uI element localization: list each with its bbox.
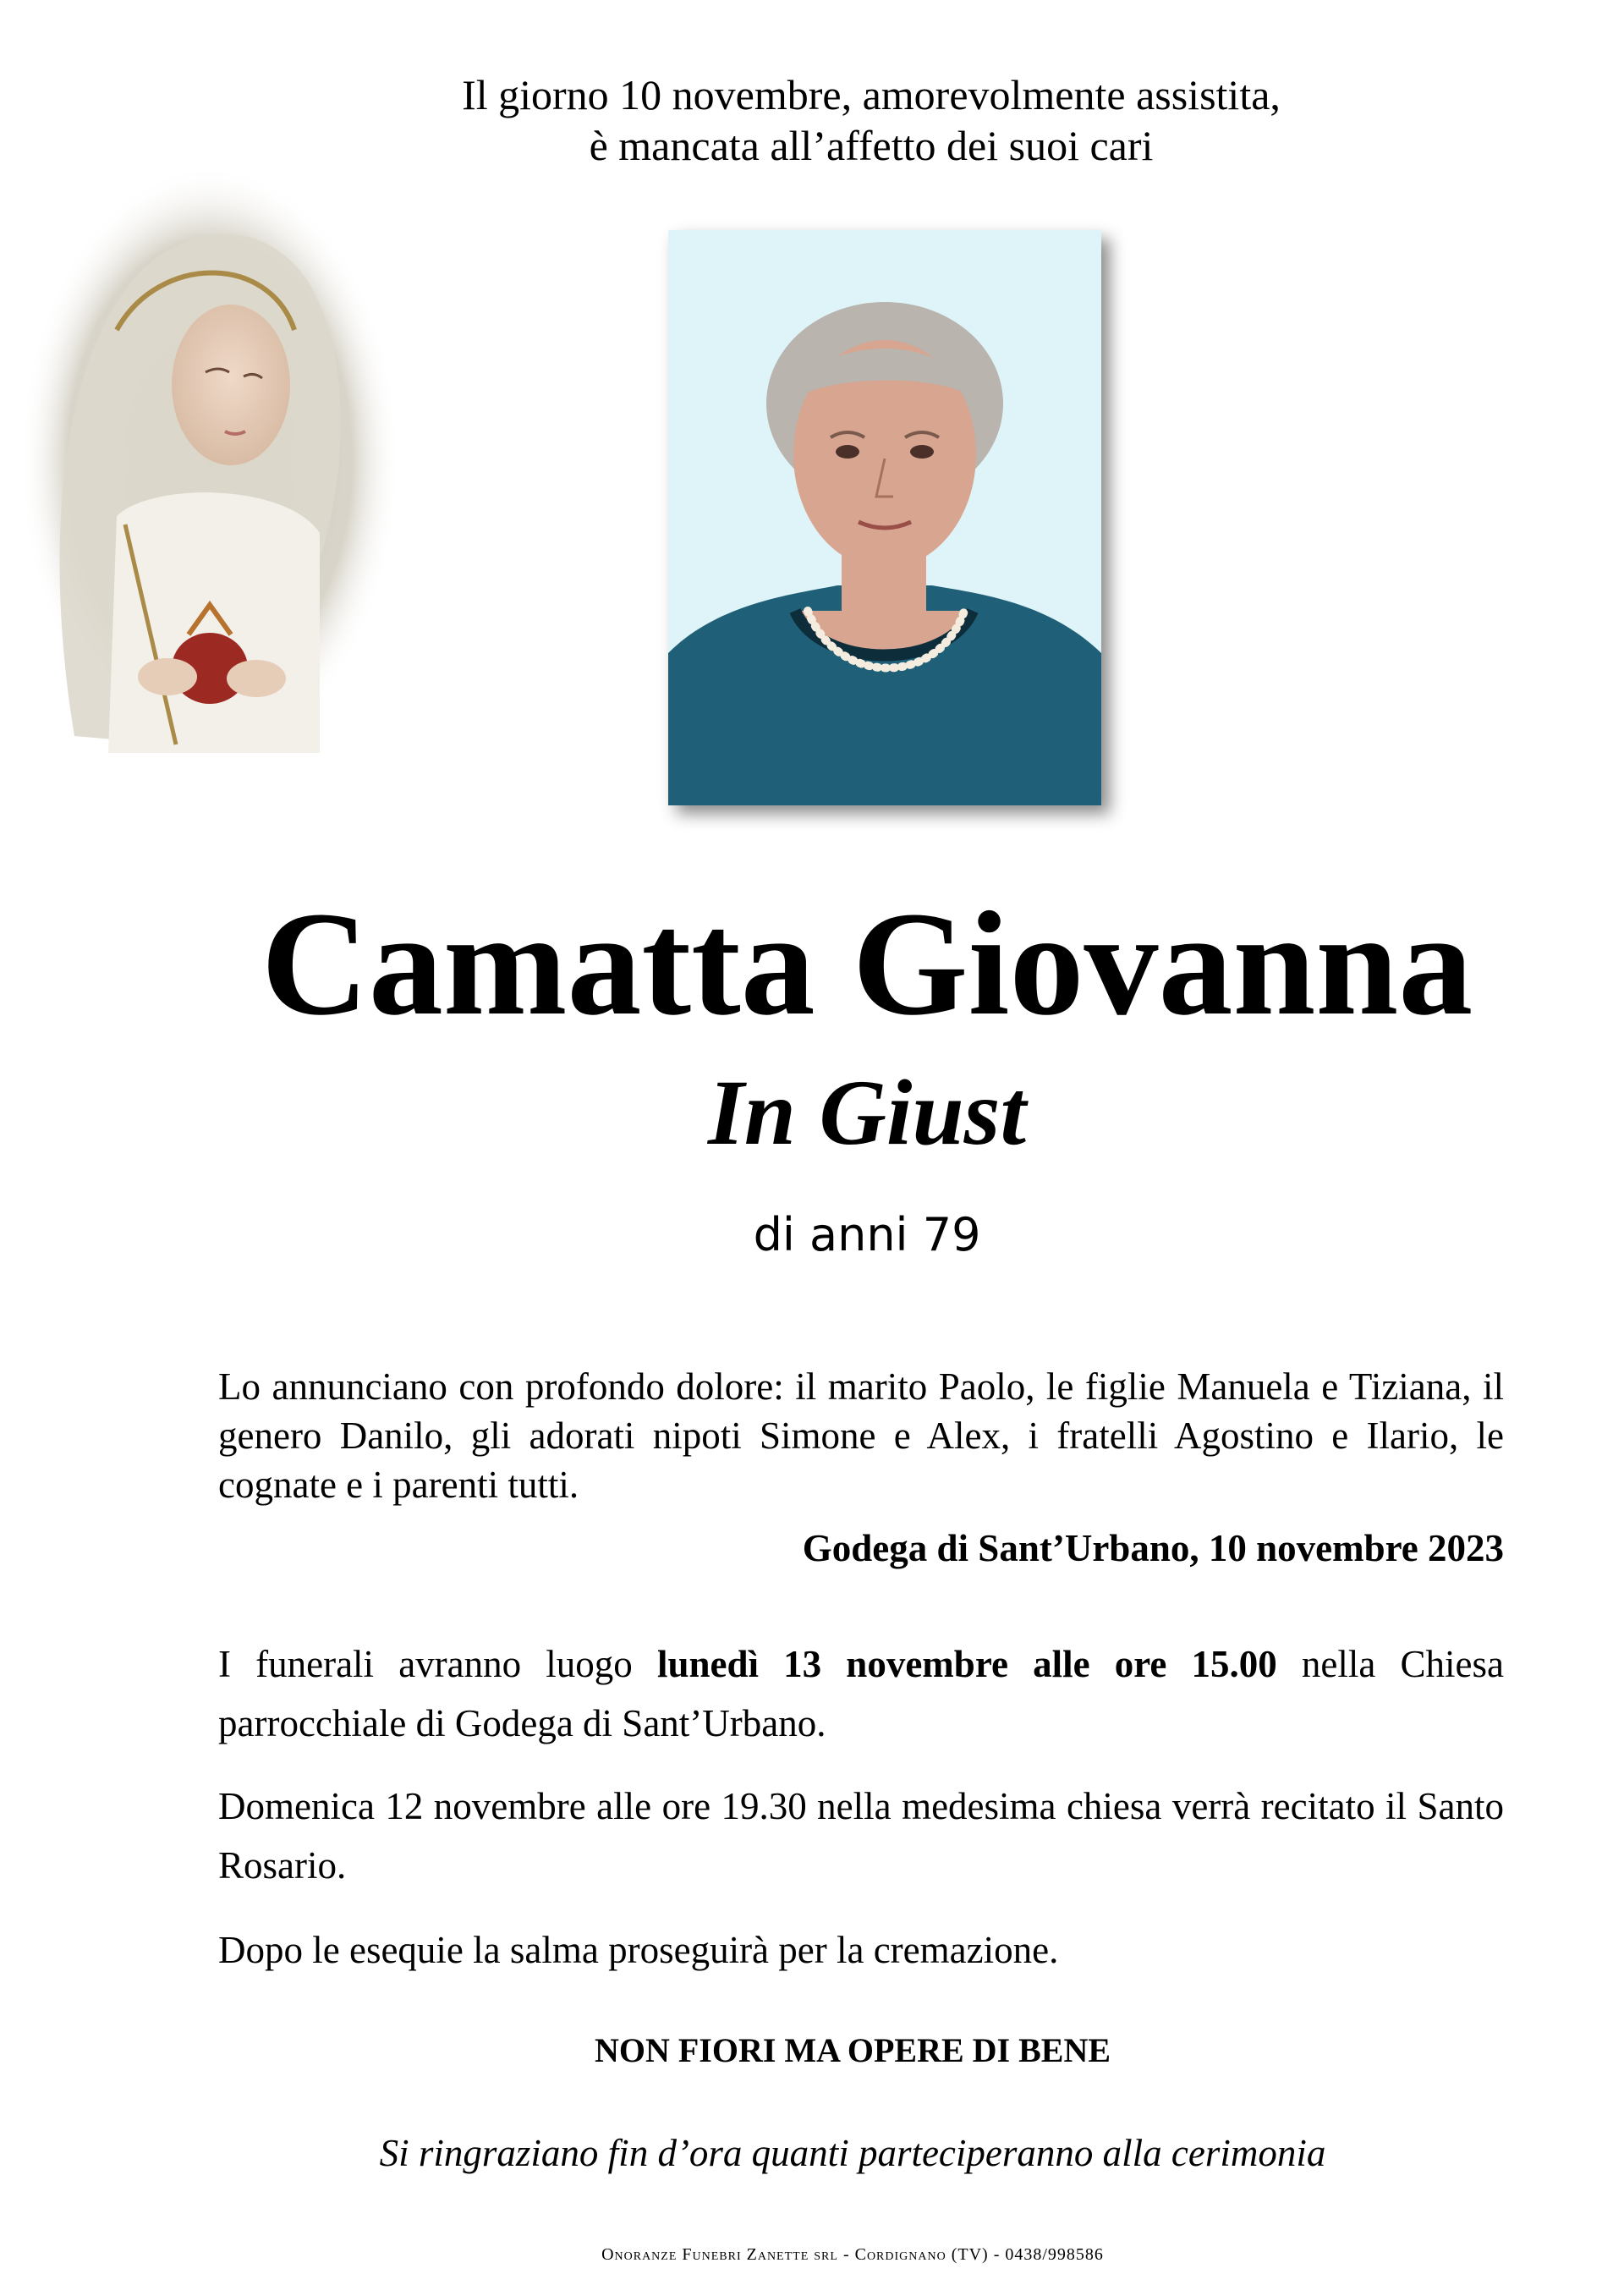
portrait-photo: [668, 230, 1101, 805]
cremation-text: Dopo le esequie la salma proseguirà per la cremazione.: [218, 1929, 1059, 1971]
intro-line-2: è mancata all’affetto dei suoi cari: [589, 122, 1154, 169]
funeral-prefix: I funerali avranno luogo: [218, 1643, 657, 1685]
funeral-text: [218, 1634, 1504, 1753]
announcement-text: Lo annunciano con profondo dolore: il marito Paolo, le figlie Manuela e Tiziana, il genero Danilo, gli adorati nipoti Simone e Alex, i fratelli Agostino e Ilario, le cognate e i parenti tutti.: [218, 1365, 1504, 1506]
married-name: In Giust: [707, 1061, 1027, 1164]
funeral-when: lunedì 13 novembre alle ore 15.00: [656, 1643, 1277, 1685]
no-flowers-text: NON FIORI MA OPERE DI BENE: [594, 2031, 1111, 2069]
funeral-suffix: nella Chiesa parrocchiale di Godega di Sant’Urbano.: [218, 1643, 1504, 1744]
thanks-text: Si ringraziano fin d’ora quanti parteciperanno alla cerimonia: [379, 2132, 1326, 2174]
footer-text: Onoranze Funebri Zanette srl - Cordignano (TV) - 0438/998586: [601, 2245, 1104, 2264]
madonna-image: [15, 161, 404, 761]
deceased-age: di anni 79: [753, 1208, 981, 1261]
deceased-name: Camatta Giovanna: [261, 882, 1473, 1046]
intro-line-1: Il giorno 10 novembre, amorevolmente assistita,: [462, 71, 1281, 118]
intro-text: [0, 69, 1624, 171]
rosary-text: Domenica 12 novembre alle ore 19.30 nella medesima chiesa verrà recitato il Santo Rosario.: [218, 1785, 1504, 1887]
place-date: Godega di Sant’Urbano, 10 novembre 2023: [802, 1527, 1504, 1569]
